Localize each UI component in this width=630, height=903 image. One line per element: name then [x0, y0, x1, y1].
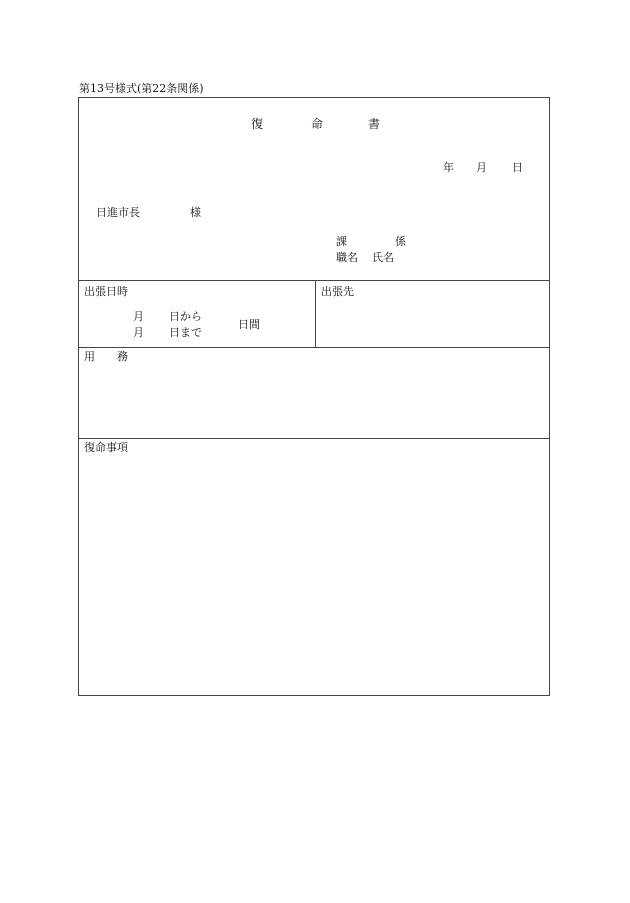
addressee-honorific: 様 [190, 206, 201, 219]
date-year-field[interactable]: 年 [443, 161, 454, 174]
reporter-title-field[interactable]: 職名 [336, 251, 358, 264]
report-items-label: 復命事項 [84, 441, 128, 454]
date-day-field[interactable]: 日 [512, 161, 523, 174]
date-month-field[interactable]: 月 [476, 161, 487, 174]
trip-from-day-field[interactable]: 日から [169, 310, 202, 323]
trip-duration-field[interactable]: 日間 [238, 318, 260, 331]
trip-destination-label: 出張先 [321, 285, 354, 298]
reporter-name-field[interactable]: 氏名 [372, 251, 394, 264]
trip-from-month-field[interactable]: 月 [133, 310, 144, 323]
reporter-section-field[interactable]: 課 [336, 235, 347, 248]
trip-to-month-field[interactable]: 月 [133, 326, 144, 339]
trip-to-day-field[interactable]: 日まで [169, 326, 202, 339]
title-char-2: 命 [311, 117, 324, 131]
divider-business [79, 438, 549, 439]
divider-header [79, 280, 549, 281]
title-char-1: 復 [251, 117, 264, 131]
report-form [78, 97, 550, 696]
business-label: 用 務 [84, 350, 128, 363]
reporter-subsection-field[interactable]: 係 [395, 235, 406, 248]
form-number-label: 第13号様式(第22条関係) [79, 82, 204, 95]
divider-trip-columns [315, 280, 316, 347]
title-char-3: 書 [368, 117, 381, 131]
addressee-name: 日進市長 [96, 206, 140, 219]
trip-datetime-label: 出張日時 [84, 285, 128, 298]
divider-trip [79, 347, 549, 348]
